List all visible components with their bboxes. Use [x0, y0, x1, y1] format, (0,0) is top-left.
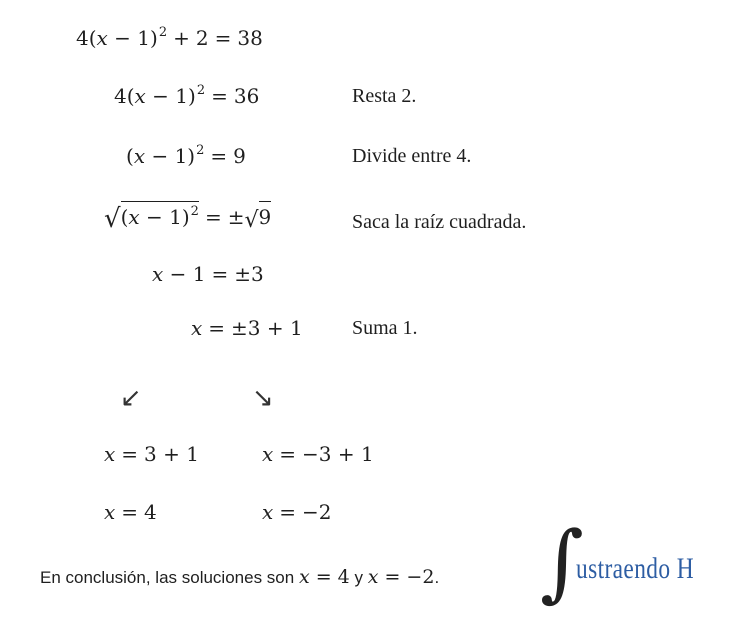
solution-1: x = 4	[298, 566, 350, 588]
step-2-note: Resta 2.	[352, 85, 417, 107]
equation-step-3: $(x - 1)^2 = 9$	[126, 143, 246, 168]
left-branch-arrow-icon: ↙	[120, 383, 142, 413]
equation-step-2: $4(x - 1)^2 = 36$	[114, 83, 260, 108]
logo-text: ustraendo H	[576, 552, 695, 585]
step-6-note: Suma 1.	[352, 317, 418, 339]
conclusion-suffix: .	[434, 568, 440, 587]
equation-step-6: x = ±3 + 1	[191, 316, 303, 340]
integral-logo-icon: ∫	[540, 513, 584, 611]
right-branch-result: x = −2	[262, 500, 332, 524]
right-branch-arrow-icon: ↘	[252, 383, 274, 413]
step-4-note: Saca la raíz cuadrada.	[352, 211, 527, 233]
sustraendo-logo	[540, 513, 730, 616]
right-branch-step-1: x = −3 + 1	[262, 442, 374, 466]
square-root: $√(x - 1)^2$	[104, 206, 199, 232]
left-branch-step-1: x = 3 + 1	[104, 442, 199, 466]
left-branch-result: x = 4	[104, 500, 157, 524]
conclusion-sentence	[40, 566, 439, 588]
equation-step-4: $√(x - 1)^2 = \pm√9$	[104, 206, 271, 232]
conclusion-joiner: y	[354, 568, 363, 587]
step-3-note: Divide entre 4.	[352, 145, 472, 167]
solution-2: x = −2	[367, 566, 435, 588]
equation-step-1: $4(x - 1)^2 + 2 = 38$	[76, 25, 263, 50]
equation-step-5: x − 1 = ±3	[152, 262, 264, 286]
conclusion-prefix: En conclusión, las soluciones son	[40, 568, 295, 587]
